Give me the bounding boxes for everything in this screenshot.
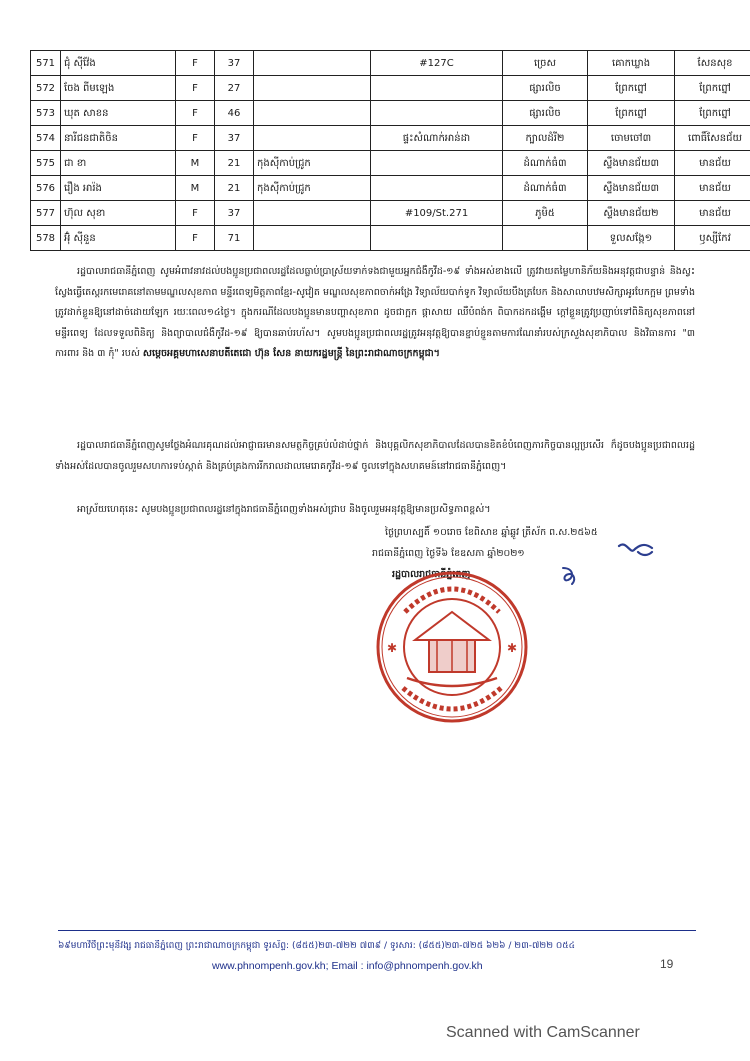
cell-age: 46 xyxy=(215,101,254,126)
official-seal xyxy=(375,570,530,725)
cell-sex: F xyxy=(176,76,215,101)
conclusion-text: អាស្រ័យហេតុនេះ សូមបងប្អូនប្រជាពលរដ្ឋនៅក្នុងរាជធានីភ្នំពេញទាំងអស់ជ្រាប និងចូលរួមអនុវត្តឱ្យមានប្រសិទ្ធភាពខ្ពស់។ xyxy=(77,504,491,515)
cell-sex: F xyxy=(176,126,215,151)
cell-address xyxy=(371,226,503,251)
cell-commune: ព្រែកព្នៅ xyxy=(588,76,675,101)
footer-address: ៦៩មហាវិថីព្រះមុនីវង្ស រាជធានីភ្នំពេញ ព្រះរាជាណាចក្រកម្ពុជា ទូរស័ព្ទ: (៨៥៥)២៣-៧២២ ៧៣៩ / ទូរសារ: (៨៥៥)២៣-៧២៥ ៦២៦ / ២៣-៧២២ ០៥៤ xyxy=(58,941,575,951)
cell-occupation xyxy=(254,126,371,151)
cell-name: ជា ខា xyxy=(61,151,176,176)
cell-village: ក្បាលដំរី២ xyxy=(503,126,588,151)
cell-name: ជុំ ស៊ីវ៉ែង xyxy=(61,51,176,76)
cell-no: 571 xyxy=(31,51,61,76)
cell-district: ពោធិ៍សែនជ័យ xyxy=(675,126,750,151)
scanner-watermark: Scanned with CamScanner xyxy=(446,1024,640,1041)
cell-age: 71 xyxy=(215,226,254,251)
footer-divider xyxy=(58,930,696,931)
cell-sex: F xyxy=(176,201,215,226)
cell-district: មានជ័យ xyxy=(675,201,750,226)
cell-village xyxy=(503,226,588,251)
table-row xyxy=(31,201,750,226)
conclusion-paragraph xyxy=(55,500,695,521)
cell-district: មានជ័យ xyxy=(675,176,750,201)
cases-table-body xyxy=(31,51,750,251)
signature-mark xyxy=(616,538,656,562)
cell-address xyxy=(371,76,503,101)
table-row xyxy=(31,176,750,201)
cell-address xyxy=(371,176,503,201)
cell-district: ព្រែកព្នៅ xyxy=(675,76,750,101)
solar-date: រាជធានីភ្នំពេញ ថ្ងៃទី៦ ខែឧសភា ឆ្នាំ២០២១ xyxy=(372,548,525,559)
cell-commune: ចោមចៅ៣ xyxy=(588,126,675,151)
cell-age: 21 xyxy=(215,176,254,201)
cell-age: 37 xyxy=(215,201,254,226)
cell-address: #127C xyxy=(371,51,503,76)
cell-name: អ៊ុំ ស៊ីនួន xyxy=(61,226,176,251)
cell-sex: F xyxy=(176,226,215,251)
cell-commune: ស្ទឹងមានជ័យ៣ xyxy=(588,176,675,201)
cell-village: ដំណាក់ធំ៣ xyxy=(503,176,588,201)
signer-title: រដ្ឋបាលរាជធានីភ្នំពេញ xyxy=(392,569,471,580)
cell-no: 576 xyxy=(31,176,61,201)
cell-village: ផ្សារលិច xyxy=(503,76,588,101)
cell-name: រឿង អារ៉ង xyxy=(61,176,176,201)
thanks-paragraph xyxy=(55,436,695,477)
cell-age: 21 xyxy=(215,151,254,176)
cell-village: ផ្សារលិច xyxy=(503,101,588,126)
table-row xyxy=(31,151,750,176)
cell-address: ផ្ទះសំណាក់អាន់ដា xyxy=(371,126,503,151)
footer-web-email: www.phnompenh.gov.kh; Email : info@phnompenh.gov.kh xyxy=(212,960,483,972)
cell-sex: F xyxy=(176,51,215,76)
cell-commune: ទួលសង្កែ១ xyxy=(588,226,675,251)
lunar-date: ថ្ងៃព្រហស្បតិ៍ ១០រោច ខែពិសាខ ឆ្នាំឆ្លូវ ត្រីស័ក ព.ស.២៥៦៥ xyxy=(385,527,598,538)
appeal-bold-text: សម្តេចអគ្គមហាសេនាបតីតេជោ ហ៊ុន សែន នាយករដ្ឋមន្ត្រី នៃព្រះរាជាណាចក្រកម្ពុជា។ xyxy=(142,348,440,359)
cell-sex: M xyxy=(176,176,215,201)
table-row xyxy=(31,101,750,126)
appeal-paragraph xyxy=(55,262,695,365)
cell-commune: ស្ទឹងមានជ័យ២ xyxy=(588,201,675,226)
cell-sex: M xyxy=(176,151,215,176)
cell-district: ព្រែកព្នៅ xyxy=(675,101,750,126)
cases-table xyxy=(30,50,750,251)
thanks-text: រដ្ឋបាលរាជធានីភ្នំពេញសូមថ្លែងអំណរគុណដល់អាជ្ញាធរមានសមត្ថកិច្ចគ្រប់លំដាប់ថ្នាក់ និងបុគ្គលិកសុខាភិបាលដែលបានខិតខំបំពេញភារកិច្ចបានល្អប្រសើរ ក៏ដូចបងប្អូនប្រជាពលរដ្ឋទាំងអស់ដែលបានចូលរួមសហការទប់ស្កាត់ និងគ្រប់គ្រងការរីករាលដាលមេរោគកូវីដ-១៩ ចូលទៅក្នុងសហគមន៍នៅរាជធានីភ្នំពេញ។ xyxy=(55,440,695,472)
cell-address: #109/St.271 xyxy=(371,201,503,226)
cell-occupation xyxy=(254,201,371,226)
cell-occupation xyxy=(254,76,371,101)
cell-occupation: កុងស៊ីកាប់ជ្រូក xyxy=(254,176,371,201)
cell-district: សែនសុខ xyxy=(675,51,750,76)
cell-no: 578 xyxy=(31,226,61,251)
cell-name: ចែង ពីមឡេង xyxy=(61,76,176,101)
appeal-text: រដ្ឋបាលរាជធានីភ្នំពេញ សូមអំពាវនាវដល់បងប្អូនប្រជាពលរដ្ឋដែលធ្លាប់ប្រាស្រ័យទាក់ទងជាមួយអ្នកជំងឺកូវីដ-១៩ ទាំងអស់ខាងលើ ត្រូវវាយតម្លៃហានិភ័យនិងអនុវត្តជាបន្ទាន់ និងស្វះស្វែងធ្វើតេស្តរកមេរោគនៅតាមមណ្ឌលសុខភាព មន្ទីរពេទ្យមិត្តភាពខ្មែរ-សូវៀត មណ្ឌលសុខភាពចាក់អង្រែ វិទ្យាល័យបាក់ទូក វិទ្យាល័យបឹងត្របែក និងសាលាបឋមសិក្សាអូរបែកក្អម ព្រមទាំងត្រូវដាក់ខ្លួនឱ្យនៅដាច់ដោយឡែក រយៈពេល១៤ថ្ងៃ។ ក្នុងករណីដែលបងប្អូនមានបញ្ហាសុខភាព ដូចជាក្អក ផ្តាសាយ ឈឺបំពង់ក ពិបាកដកដង្ហើម ក្តៅខ្លួនត្រូវប្រញាប់ទៅពិនិត្យសុខភាពនៅមន្ទីរពេទ្យ ដែលទទួលពិនិត្យ និងព្យាបាលជំងឺកូវីដ-១៩ ឱ្យបានឆាប់រហ័ស។ សូមបងប្អូនប្រជាពលរដ្ឋត្រូវអនុវត្តឱ្យបានខ្ជាប់ខ្ជួនតាមការណែនាំរបស់ក្រសួងសុខាភិបាល និងវិធានការ "៣ ការពារ និង ៣ កុំ" របស់ xyxy=(55,266,695,359)
cell-occupation xyxy=(254,101,371,126)
cell-village: ច្រេស xyxy=(503,51,588,76)
cell-sex: F xyxy=(176,101,215,126)
cell-district: មានជ័យ xyxy=(675,151,750,176)
cell-name: ហ៊ុល សុខា xyxy=(61,201,176,226)
cell-name: នារីជនជាតិចិន xyxy=(61,126,176,151)
cell-commune: ស្ទឹងមានជ័យ៣ xyxy=(588,151,675,176)
table-row xyxy=(31,226,750,251)
cell-no: 577 xyxy=(31,201,61,226)
cell-village: ភូមិ៥ xyxy=(503,201,588,226)
cell-address xyxy=(371,101,503,126)
page-number: 19 xyxy=(660,957,674,971)
cell-no: 573 xyxy=(31,101,61,126)
cell-district: ឫស្សីកែវ xyxy=(675,226,750,251)
cell-no: 575 xyxy=(31,151,61,176)
cell-age: 27 xyxy=(215,76,254,101)
cell-commune: ព្រែកព្នៅ xyxy=(588,101,675,126)
table-row xyxy=(31,126,750,151)
svg-text:✱: ✱ xyxy=(387,641,398,655)
cell-occupation xyxy=(254,226,371,251)
cell-occupation xyxy=(254,51,371,76)
cell-village: ដំណាក់ធំ៣ xyxy=(503,151,588,176)
initial-mark xyxy=(558,564,580,586)
cell-address xyxy=(371,151,503,176)
cell-no: 574 xyxy=(31,126,61,151)
table-row xyxy=(31,51,750,76)
table-row xyxy=(31,76,750,101)
svg-text:✱: ✱ xyxy=(507,641,518,655)
cell-age: 37 xyxy=(215,126,254,151)
cell-commune: គោកឃ្លាង xyxy=(588,51,675,76)
cell-occupation: កុងស៊ីកាប់ជ្រូក xyxy=(254,151,371,176)
cell-age: 37 xyxy=(215,51,254,76)
cell-name: ឃុត សាខន xyxy=(61,101,176,126)
cell-no: 572 xyxy=(31,76,61,101)
